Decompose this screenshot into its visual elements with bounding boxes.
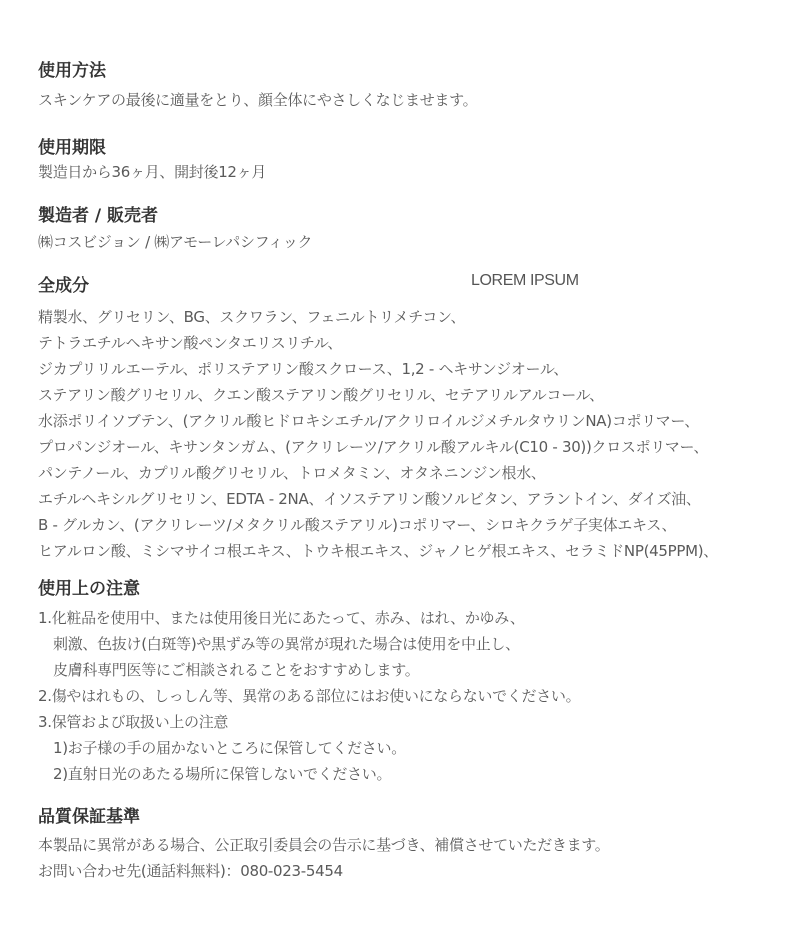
caution-list — [38, 605, 780, 787]
maker-heading: 製造者 / 販売者 — [38, 206, 159, 226]
expiry-text: 製造日から36ヶ月、開封後12ヶ月 — [38, 163, 267, 181]
lorem-ipsum-label: LOREM IPSUM — [471, 272, 579, 289]
maker-text: ㈱コスビジョン / ㈱アモーレパシフィック — [38, 233, 313, 251]
ingredient-line: 水添ポリイソブテン、(アクリル酸ヒドロキシエチル/アクリロイルジメチルタウリンNA)コポリマー、 — [38, 412, 700, 430]
caution-item-continued: 刺激、色抜け(白斑等)や黒ずみ等の異常が現れた場合は使用を中止し、 — [53, 635, 520, 653]
ingredient-line: パンテノール、カプリル酸グリセリル、トロメタミン、オタネニンジン根水、 — [38, 464, 546, 482]
caution-item: 1.化粧品を使用中、または使用後日光にあたって、赤み、はれ、かゆみ、 — [38, 609, 525, 627]
caution-subitem: 2)直射日光のあたる場所に保管しないでください。 — [53, 765, 392, 783]
ingredient-line: ヒアルロン酸、ミシマサイコ根エキス、トウキ根エキス、ジャノヒゲ根エキス、セラミドNP(45PPM)、 — [38, 542, 718, 560]
caution-item: 3.保管および取扱い上の注意 — [38, 713, 229, 731]
ingredients-heading: 全成分 — [38, 276, 89, 296]
ingredient-line: B - グルカン、(アクリレーツ/メタクリル酸ステアリル)コポリマー、シロキクラゲ子実体エキス、 — [38, 516, 677, 534]
caution-subitem: 1)お子様の手の届かないところに保管してください。 — [53, 739, 406, 757]
usage-heading: 使用方法 — [38, 61, 106, 81]
usage-text: スキンケアの最後に適量をとり、顔全体にやさしくなじませます。 — [38, 91, 478, 109]
quality-heading: 品質保証基準 — [38, 807, 140, 827]
ingredient-line: テトラエチルヘキサン酸ペンタエリスリチル、 — [38, 334, 343, 352]
ingredients-list — [38, 304, 780, 564]
ingredient-line: エチルヘキシルグリセリン、EDTA - 2NA、イソステアリン酸ソルビタン、アラントイン、ダイズ油、 — [38, 490, 701, 508]
expiry-section — [38, 137, 780, 185]
caution-heading: 使用上の注意 — [38, 579, 140, 599]
maker-section — [38, 205, 780, 255]
quality-text: 本製品に異常がある場合、公正取引委員会の告示に基づき、補償させていただきます。 — [38, 836, 610, 854]
caution-item-continued: 皮膚科専門医等にご相談されることをおすすめします。 — [53, 661, 420, 679]
ingredient-line: 精製水、グリセリン、BG、スクワラン、フェニルトリメチコン、 — [38, 308, 466, 326]
usage-section — [38, 60, 780, 113]
quality-contact: お問い合わせ先(通話料無料)：080-023-5454 — [38, 862, 343, 880]
ingredient-line: ジカプリリルエーテル、ポリステアリン酸スクロース、1,2 - ヘキサンジオール、 — [38, 360, 569, 378]
quality-section — [38, 806, 780, 884]
caution-section — [38, 578, 780, 787]
expiry-heading: 使用期限 — [38, 138, 106, 158]
ingredient-line: ステアリン酸グリセリル、クエン酸ステアリン酸グリセリル、セテアリルアルコール、 — [38, 386, 604, 404]
ingredient-line: プロパンジオール、キサンタンガム、(アクリレーツ/アクリル酸アルキル(C10 - 30))クロスポリマー、 — [38, 438, 709, 456]
ingredients-section — [38, 275, 780, 564]
caution-item: 2.傷やはれもの、しっしん等、異常のある部位にはお使いにならないでください。 — [38, 687, 581, 705]
